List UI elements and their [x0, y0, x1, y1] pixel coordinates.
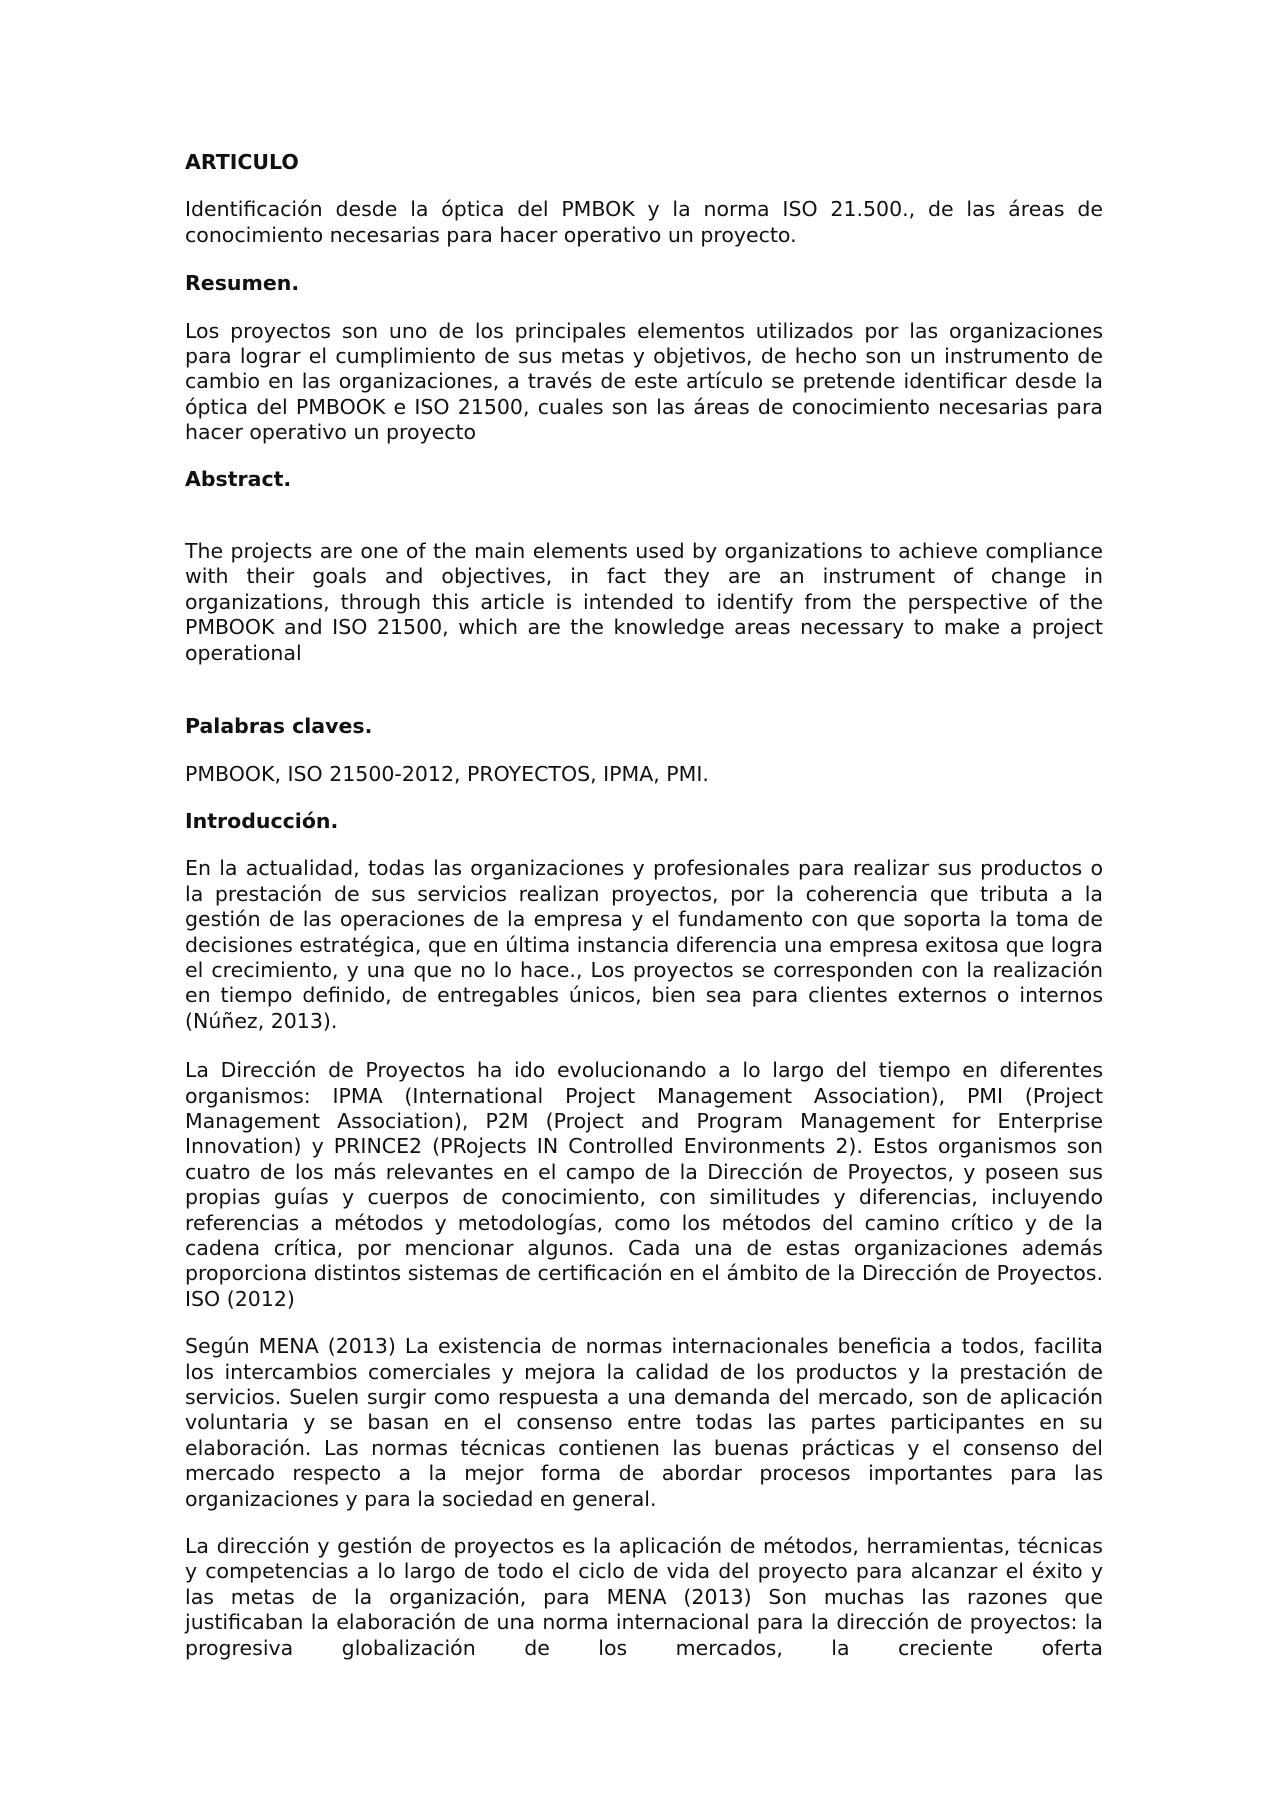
intro-paragraph: En la actualidad, todas las organizaciones y profesionales para realizar sus productos o la prestación de sus servicios realizan proyectos, por la coherencia que tributa a la gestión de las operaciones de la empresa y el fundamento con que soporta la toma de decisiones estratégica, que en última instancia diferencia una empresa exitosa que logra el crecimiento, y una que no lo hace., Los proyectos se corresponden con la realización en tiempo definido, de entregables únicos, bien sea para clientes externos o internos (Núñez, 2013). [185, 856, 1103, 1033]
document-page [185, 150, 1103, 1661]
abstract-text: The projects are one of the main elements used by organizations to achieve compliance with their goals and objectives, in fact they are an instrument of change in organizations, through this article is intended to identify from the perspective of the PMBOOK and ISO 21500, which are the knowledge areas necessary to make a project operational [185, 539, 1103, 665]
introduccion-heading: Introducción. [185, 808, 339, 833]
intro-paragraph: La Dirección de Proyectos ha ido evolucionando a lo largo del tiempo en diferentes organismos: IPMA (International Project Management Association), PMI (Project Management Association), P2M (Project and Program Management for Enterprise Innovation) y PRINCE2 (PRojects IN Controlled Environments 2). Estos organismos son cuatro de los más relevantes en el campo de la Dirección de Proyectos, y poseen sus propias guías y cuerpos de conocimiento, con similitudes y diferencias, incluyendo referencias a métodos y metodologías, como los métodos del camino crítico y de la cadena crítica, por mencionar algunos. Cada una de estas organizaciones además proporciona distintos sistemas de certificación en el ámbito de la Dirección de Proyectos. ISO (2012) [185, 1058, 1103, 1311]
intro-paragraph: La dirección y gestión de proyectos es la aplicación de métodos, herramientas, técnicas y competencias a lo largo de todo el ciclo de vida del proyecto para alcanzar el éxito y las metas de la organización, para MENA (2013) Son muchas las razones que justificaban la elaboración de una norma internacional para la dirección de proyectos: la progresiva globalización de los mercados, la creciente oferta [185, 1534, 1103, 1660]
article-title: Identificación desde la óptica del PMBOK y la norma ISO 21.500., de las áreas de conocimiento necesarias para hacer operativo un proyecto. [185, 197, 1103, 247]
keywords-text: PMBOOK, ISO 21500-2012, PROYECTOS, IPMA, PMI. [185, 761, 709, 786]
keywords-heading: Palabras claves. [185, 714, 373, 739]
resumen-heading: Resumen. [185, 271, 300, 296]
article-label: ARTICULO [185, 150, 299, 174]
abstract-heading: Abstract. [185, 466, 292, 491]
resumen-text: Los proyectos son uno de los principales elementos utilizados por las organizaciones para lograr el cumplimiento de sus metas y objetivos, de hecho son un instrumento de cambio en las organizaciones, a través de este artículo se pretende identificar desde la óptica del PMBOOK e ISO 21500, cuales son las áreas de conocimiento necesarias para hacer operativo un proyecto [185, 318, 1103, 445]
intro-paragraph: Según MENA (2013) La existencia de normas internacionales beneficia a todos, facilita los intercambios comerciales y mejora la calidad de los productos y la prestación de servicios. Suelen surgir como respuesta a una demanda del mercado, son de aplicación voluntaria y se basan en el consenso entre todas las partes participantes en su elaboración. Las normas técnicas contienen las buenas prácticas y el consenso del mercado respecto a la mejor forma de abordar procesos importantes para las organizaciones y para la sociedad en general. [185, 1334, 1103, 1511]
